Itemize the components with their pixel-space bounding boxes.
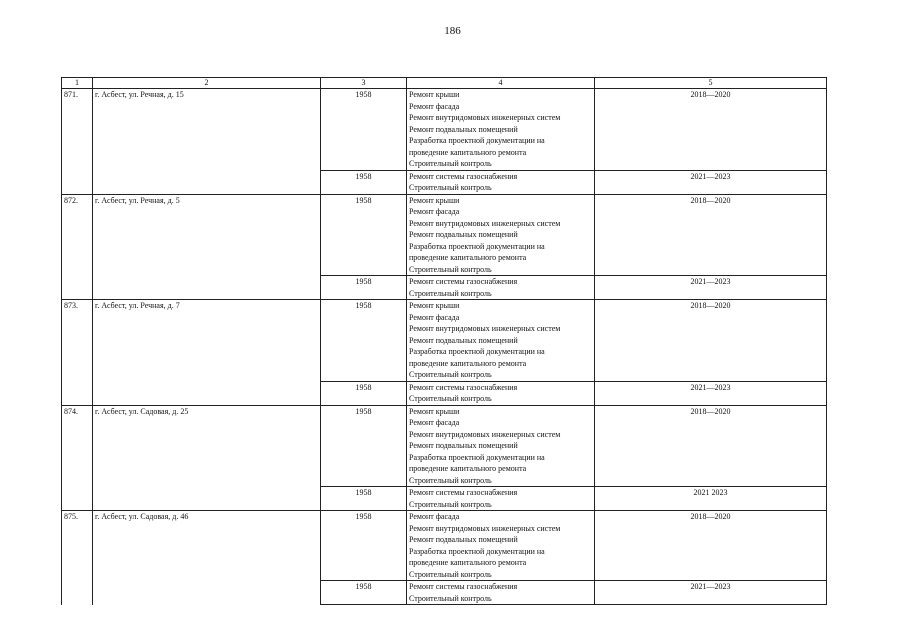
repair-works bbox=[407, 511, 595, 581]
table-header bbox=[62, 78, 827, 89]
column-header-4: 4 bbox=[407, 78, 595, 89]
construction-year: 1958 bbox=[321, 89, 407, 171]
repair-work-item: Строительный контроль bbox=[409, 394, 492, 403]
table-row bbox=[62, 89, 827, 171]
table-row bbox=[62, 194, 827, 276]
repair-work-item: Разработка проектной документации на bbox=[409, 136, 545, 145]
entry-number: 873. bbox=[62, 300, 93, 406]
repair-work-item: Ремонт подвальных помещений bbox=[409, 335, 518, 345]
repair-work-item: Ремонт подвальных помещений bbox=[409, 441, 518, 450]
table-row bbox=[62, 511, 827, 581]
repair-works bbox=[407, 170, 595, 194]
table-body bbox=[62, 89, 827, 605]
construction-year: 1958 bbox=[321, 300, 407, 382]
repair-work-item: проведение капитального ремонта bbox=[409, 558, 527, 567]
repair-works bbox=[407, 194, 595, 276]
repair-work-item: Строительный контроль bbox=[409, 569, 492, 579]
column-number-row bbox=[62, 78, 827, 89]
repair-period: 2021 2023 bbox=[595, 487, 827, 511]
repair-works bbox=[407, 300, 595, 382]
building-address: г. Асбест, ул. Речная, д. 7 bbox=[93, 300, 321, 406]
repair-work-item: Строительный контроль bbox=[409, 264, 492, 274]
repair-work-item: Строительный контроль bbox=[409, 183, 492, 192]
repair-work-item: Ремонт фасада bbox=[409, 512, 460, 521]
construction-year: 1958 bbox=[321, 405, 407, 487]
repair-work-item: Ремонт системы газоснабжения bbox=[409, 277, 518, 286]
capital-repair-table bbox=[61, 77, 827, 605]
repair-work-item: Ремонт подвальных помещений bbox=[409, 230, 518, 239]
repair-works bbox=[407, 487, 595, 511]
repair-work-item: Ремонт крыши bbox=[409, 406, 460, 416]
repair-period: 2018—2020 bbox=[595, 511, 827, 581]
building-address: г. Асбест, ул. Садовая, д. 25 bbox=[93, 405, 321, 511]
column-header-1: 1 bbox=[62, 78, 93, 89]
repair-work-item: Разработка проектной документации на bbox=[409, 452, 545, 462]
repair-works bbox=[407, 581, 595, 605]
repair-work-item: Ремонт фасада bbox=[409, 101, 460, 111]
column-header-2: 2 bbox=[93, 78, 321, 89]
repair-work-item: Строительный контроль bbox=[409, 159, 492, 168]
repair-works bbox=[407, 89, 595, 171]
repair-work-item: проведение капитального ремонта bbox=[409, 358, 527, 368]
column-header-3: 3 bbox=[321, 78, 407, 89]
construction-year: 1958 bbox=[321, 194, 407, 276]
construction-year: 1958 bbox=[321, 511, 407, 581]
construction-year: 1958 bbox=[321, 170, 407, 194]
repair-work-item: Ремонт системы газоснабжения bbox=[409, 382, 518, 392]
repair-work-item: Ремонт подвальных помещений bbox=[409, 124, 518, 134]
repair-work-item: Разработка проектной документации на bbox=[409, 241, 545, 251]
table-row bbox=[62, 300, 827, 382]
building-address: г. Асбест, ул. Речная, д. 5 bbox=[93, 194, 321, 300]
repair-work-item: Строительный контроль bbox=[409, 370, 492, 379]
repair-work-item: Ремонт фасада bbox=[409, 418, 460, 427]
repair-period: 2018—2020 bbox=[595, 194, 827, 276]
page-number: 186 bbox=[444, 25, 461, 37]
repair-period: 2018—2020 bbox=[595, 89, 827, 171]
repair-period: 2021—2023 bbox=[595, 581, 827, 605]
repair-work-item: Ремонт внутридомовых инженерных систем bbox=[409, 523, 561, 533]
repair-work-item: Разработка проектной документации на bbox=[409, 347, 545, 356]
repair-work-item: Строительный контроль bbox=[409, 475, 492, 485]
repair-work-item: Ремонт фасада bbox=[409, 312, 460, 322]
repair-period: 2018—2020 bbox=[595, 300, 827, 382]
repair-work-item: Ремонт системы газоснабжения bbox=[409, 171, 518, 181]
entry-number: 874. bbox=[62, 405, 93, 511]
construction-year: 1958 bbox=[321, 276, 407, 300]
repair-period: 2018—2020 bbox=[595, 405, 827, 487]
repair-work-item: Ремонт крыши bbox=[409, 90, 460, 99]
repair-work-item: проведение капитального ремонта bbox=[409, 253, 527, 262]
repair-work-item: Ремонт системы газоснабжения bbox=[409, 582, 518, 591]
repair-work-item: Ремонт фасада bbox=[409, 207, 460, 216]
repair-work-item: Разработка проектной документации на bbox=[409, 546, 545, 556]
repair-work-item: Ремонт крыши bbox=[409, 301, 460, 310]
construction-year: 1958 bbox=[321, 581, 407, 605]
repair-work-item: Ремонт системы газоснабжения bbox=[409, 488, 518, 497]
repair-works bbox=[407, 276, 595, 300]
repair-work-item: Ремонт внутридомовых инженерных систем bbox=[409, 429, 561, 439]
construction-year: 1958 bbox=[321, 381, 407, 405]
repair-work-item: Ремонт внутридомовых инженерных систем bbox=[409, 324, 561, 333]
entry-number: 871. bbox=[62, 89, 93, 195]
repair-work-item: Ремонт внутридомовых инженерных систем bbox=[409, 113, 561, 122]
repair-work-item: Строительный контроль bbox=[409, 593, 492, 603]
repair-work-item: Ремонт внутридомовых инженерных систем bbox=[409, 218, 561, 228]
repair-work-item: Ремонт подвальных помещений bbox=[409, 535, 518, 544]
building-address: г. Асбест, ул. Речная, д. 15 bbox=[93, 89, 321, 195]
repair-works bbox=[407, 405, 595, 487]
repair-work-item: Строительный контроль bbox=[409, 288, 492, 298]
building-address: г. Асбест, ул. Садовая, д. 46 bbox=[93, 511, 321, 605]
repair-work-item: проведение капитального ремонта bbox=[409, 147, 527, 157]
repair-work-item: Строительный контроль bbox=[409, 499, 492, 509]
repair-period: 2021—2023 bbox=[595, 381, 827, 405]
table-row bbox=[62, 405, 827, 487]
repair-period: 2021—2023 bbox=[595, 170, 827, 194]
repair-work-item: проведение капитального ремонта bbox=[409, 464, 527, 473]
construction-year: 1958 bbox=[321, 487, 407, 511]
entry-number: 875. bbox=[62, 511, 93, 605]
column-header-5: 5 bbox=[595, 78, 827, 89]
repair-works bbox=[407, 381, 595, 405]
repair-work-item: Ремонт крыши bbox=[409, 195, 460, 205]
repair-period: 2021—2023 bbox=[595, 276, 827, 300]
entry-number: 872. bbox=[62, 194, 93, 300]
